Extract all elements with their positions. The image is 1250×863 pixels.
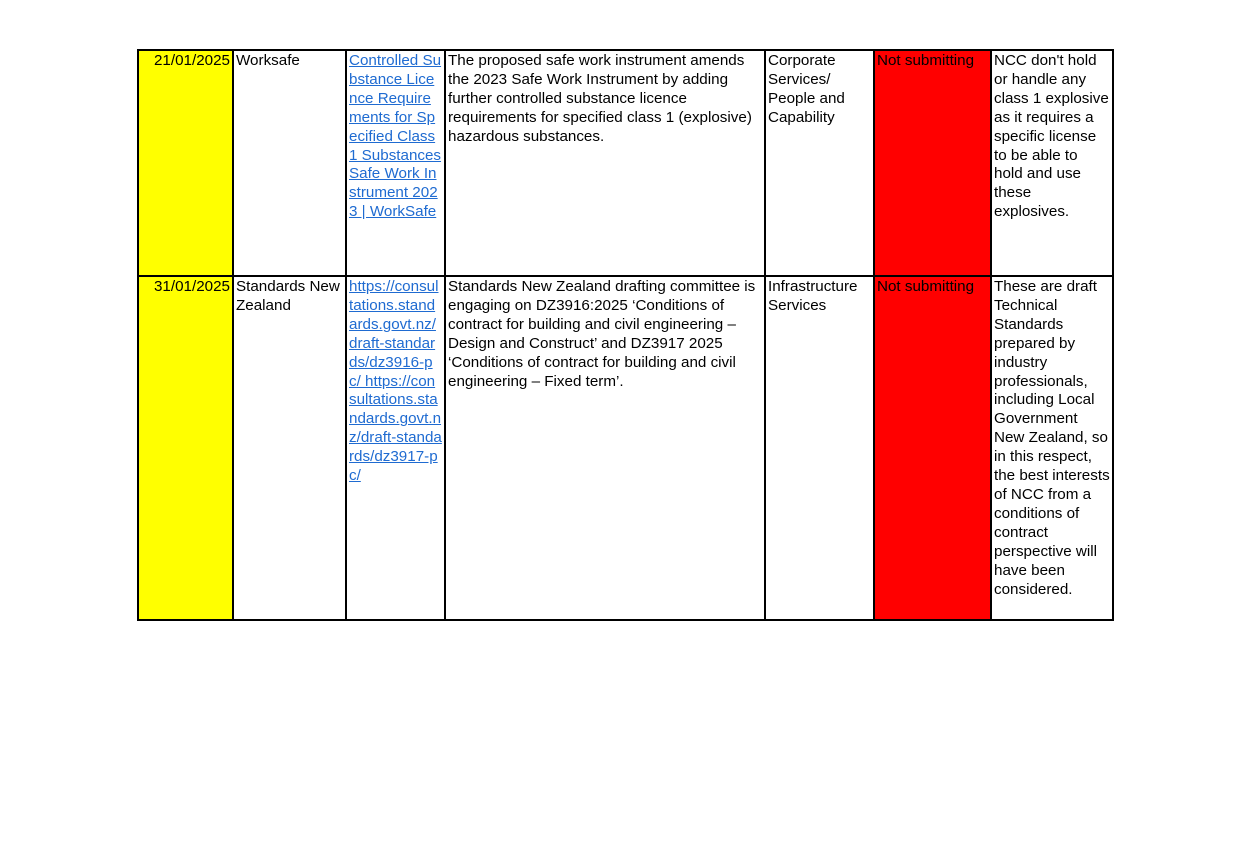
organisation-cell: Worksafe (233, 50, 346, 276)
status-cell: Not submitting (874, 276, 991, 620)
department-cell: Corporate Services/ People and Capability (765, 50, 874, 276)
description-cell: The proposed safe work instrument amends the 2023 Safe Work Instrument by adding further controlled substance licence requirements for specified class 1 (explosive) hazardous substances. (445, 50, 765, 276)
link-cell (346, 50, 445, 276)
consultation-link[interactable]: Controlled Substance Licence Requirements for Specified Class 1 Substances Safe Work Instrument 2023 | WorkSafe (349, 52, 442, 221)
date-cell: 21/01/2025 (138, 50, 233, 276)
consultation-link[interactable]: https://consultations.standards.govt.nz/draft-standards/dz3916-pc/ https://consultations.standards.govt.nz/draft-standards/dz3917-pc/ (349, 278, 442, 485)
department-cell: Infrastructure Services (765, 276, 874, 620)
table-row (138, 276, 1113, 620)
organisation-cell: Standards New Zealand (233, 276, 346, 620)
consultations-table (137, 49, 1114, 621)
comment-cell: NCC don't hold or handle any class 1 explosive as it requires a specific license to be able to hold and use these explosives. (991, 50, 1113, 276)
date-cell: 31/01/2025 (138, 276, 233, 620)
status-cell: Not submitting (874, 50, 991, 276)
description-cell: Standards New Zealand drafting committee is engaging on DZ3916:2025 ‘Conditions of contract for building and civil engineering – Design and Construct’ and DZ3917 2025 ‘Conditions of contract for building and civil engineering – Fixed term’. (445, 276, 765, 620)
link-cell (346, 276, 445, 620)
comment-cell: These are draft Technical Standards prepared by industry professionals, including Local Government New Zealand, so in this respect, the best interests of NCC from a conditions of contract perspective will have been considered. (991, 276, 1113, 620)
table-row (138, 50, 1113, 276)
